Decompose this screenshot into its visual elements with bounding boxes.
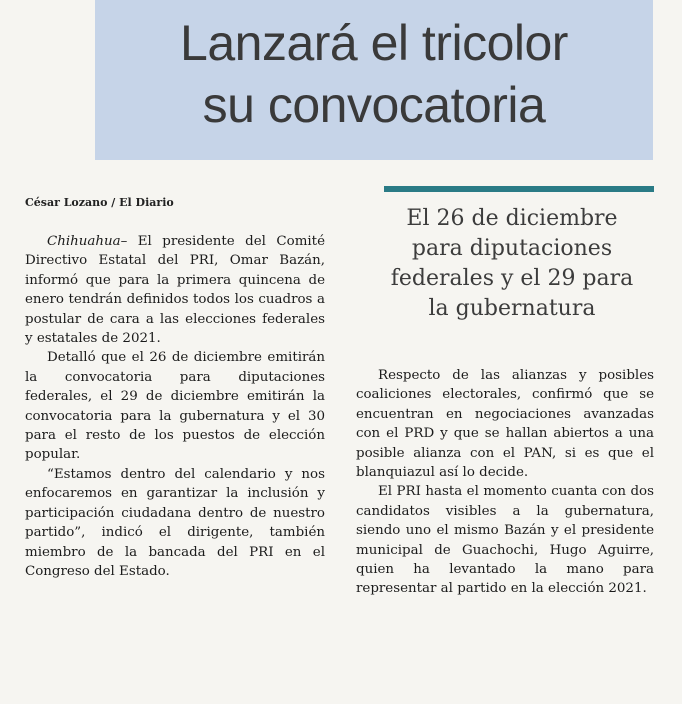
pullquote-line-2: para diputaciones [411, 236, 613, 261]
article-column-left [25, 232, 325, 581]
pullquote-rule [384, 186, 654, 192]
headline-line-1: Lanzará el tricolor [180, 15, 568, 71]
article-paragraph-5: El PRI hasta el momento cuanta con dos candidatos visibles a la gubernatura, siendo uno el mismo Bazán y el presidente municipal de Guachochi, Hugo Aguirre, quien ha levantado la mano para representar al partido en la elección 2021. [356, 484, 654, 597]
article-paragraph-3: “Estamos dentro del calendario y nos enfocaremos en garantizar la inclusión y participación ciudadana dentro de nuestro partido”, indicó el dirigente, también miembro de la bancada del PRI en el Congreso del Estado. [25, 466, 325, 579]
dateline-place: Chihuahua [47, 234, 121, 249]
article-paragraph-2: Detalló que el 26 de diciembre emitirán la convocatoria para diputaciones federales, el 29 de diciembre emitirán la convocatoria para la gubernatura y el 30 para el resto de los puestos de elección popular. [25, 350, 325, 463]
paragraph-1-text: – El presidente del Comité Directivo Estatal del PRI, Omar Bazán, informó que para la primera quincena de enero tendrán definidos todos los cuadros a postular de cara a las elecciones federales y estatales de 2021. [25, 234, 325, 347]
pullquote-line-1: El 26 de diciembre [406, 206, 618, 231]
pullquote [370, 204, 654, 324]
article-column-right [356, 366, 654, 599]
article-paragraph-1 [25, 232, 325, 348]
pullquote-line-4: la gubernatura [428, 296, 596, 321]
headline-line-2: su convocatoria [202, 77, 546, 133]
byline: César Lozano / El Diario [25, 196, 174, 209]
article-paragraph-4: Respecto de las alianzas y posibles coaliciones electorales, confirmó que se encuentran en negociaciones avanzadas con el PRD y que se hallan abiertos a una posible alianza con el PAN, si es que el blanquiazul así lo decide. [356, 368, 654, 481]
pullquote-line-3: federales y el 29 para [390, 266, 634, 291]
headline [95, 12, 653, 136]
